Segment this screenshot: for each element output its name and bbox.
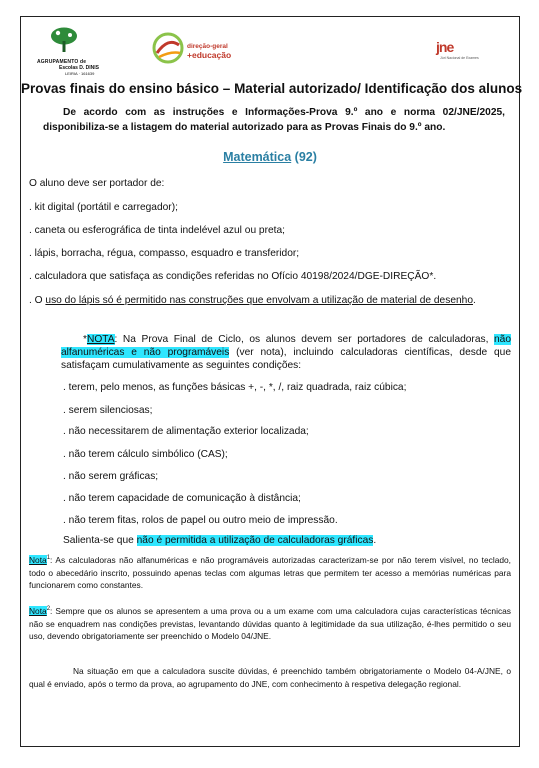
dge-logo-line2: +educação xyxy=(187,50,232,60)
condition-item: . terem, pelo menos, as funções básicas +, -, *, /, raiz quadrada, raiz cúbica; xyxy=(63,382,407,393)
pencil-note-underlined: uso do lápis só é permitido nas construções que envolvam a utilização de material de desenho xyxy=(45,295,473,306)
closing-paragraph: Na situação em que a calculadora suscite dúvidas, é preenchido também obrigatoriamente o Modelo 04-A/JNE, o qual é enviado, após o termo da prova, ao agrupamento do JNE, com conhecimento à respetiva delegação regional. xyxy=(29,666,511,689)
condition-item: . não terem capacidade de comunicação à distância; xyxy=(63,493,301,504)
school-logo-line2: Escolas D. DINIS xyxy=(59,65,100,71)
footnote-1 xyxy=(29,554,511,592)
jne-logo-mark: jne xyxy=(436,39,454,55)
dge-logo-line1: direção-geral xyxy=(187,43,228,50)
footnote-2-label: Nota xyxy=(29,606,47,616)
page-title: Provas finais do ensino básico – Material autorizado/ Identificação dos alunos xyxy=(21,81,523,96)
list-item: . kit digital (portátil e carregador); xyxy=(29,202,178,213)
subject-heading xyxy=(21,150,519,164)
lead-text: O aluno deve ser portador de: xyxy=(29,178,165,189)
graphic-note-suffix: . xyxy=(373,535,377,546)
tree-icon xyxy=(49,27,79,53)
condition-item: . não serem gráficas; xyxy=(63,471,159,482)
calc-note-label: NOTA xyxy=(86,334,115,345)
jne-logo-sub: Júri Nacional de Exames xyxy=(440,56,479,60)
footnote-1-label: Nota xyxy=(29,555,47,565)
school-logo-line1: AGRUPAMENTO de xyxy=(37,59,87,65)
graphic-note-prefix: Salienta-se que xyxy=(63,535,137,546)
pencil-note-prefix: . O xyxy=(29,295,46,306)
dge-swirl-icon xyxy=(151,31,185,65)
list-item: . caneta ou esferográfica de tinta indelével azul ou preta; xyxy=(29,225,285,236)
document-page xyxy=(20,16,523,747)
list-item: . calculadora que satisfaça as condições referidas no Ofício 40198/2024/DGE-DIREÇÃO*. xyxy=(29,271,437,282)
calc-note-highlight: não alfanuméricas e não programáveis xyxy=(61,334,511,358)
subject-name: Matemática xyxy=(223,150,292,164)
calc-note-text2: (ver nota), incluindo calculadoras científicas, desde que satisfaçam cumulativamente as seguintes condições: xyxy=(61,347,511,371)
jne-logo xyxy=(436,39,479,69)
condition-item: . não terem fitas, rolos de papel ou outro meio de impressão. xyxy=(63,515,338,526)
footnote-1-text: : As calculadoras não alfanuméricas e não programáveis autorizadas caracterizam-se por não terem visível, no teclado, todo o abecedário inscrito, possuindo apenas teclas com algumas letras que permitem ter acesso a memórias numéricas para funcionarem como constantes. xyxy=(29,555,511,590)
school-logo xyxy=(37,27,117,87)
condition-item: . não terem cálculo simbólico (CAS); xyxy=(63,449,228,460)
header xyxy=(21,17,519,87)
school-logo-line3: LEIRIA · 161639 xyxy=(65,71,95,76)
graphic-calc-note xyxy=(63,534,376,547)
footnote-2 xyxy=(29,605,511,643)
list-item: . lápis, borracha, régua, compasso, esquadro e transferidor; xyxy=(29,248,300,259)
calc-note xyxy=(61,333,511,372)
condition-item: . não necessitarem de alimentação exterior localizada; xyxy=(63,426,309,437)
pencil-note-suffix: . xyxy=(472,295,476,306)
footnote-1-marker: 1 xyxy=(46,555,51,562)
subject-code: (92) xyxy=(294,150,317,164)
footnote-2-text: : Sempre que os alunos se apresentem a uma prova ou a um exame com uma calculadora cujas características técnicas não se enquadrem nas condições previstas, levantando dúvidas quanto à legitimidade da sua utilização, é-lhes permitido o seu uso, devendo obrigatoriamente ser preenchido o Modelo 04/JNE. xyxy=(29,606,511,641)
pencil-note xyxy=(29,294,511,307)
condition-item: . serem silenciosas; xyxy=(63,405,153,416)
calc-note-star: * xyxy=(83,334,87,345)
footnote-2-marker: 2 xyxy=(46,606,51,613)
graphic-note-highlight: não é permitida a utilização de calculadoras gráficas xyxy=(136,535,374,546)
dge-logo xyxy=(151,31,231,71)
intro-paragraph: De acordo com as instruções e Informações-Prova 9.º ano e norma 02/JNE/2025, disponibiliza-se a listagem do material autorizado para as Provas Finais do 9.º ano. xyxy=(43,107,505,133)
calc-note-text1: : Na Prova Final de Ciclo, os alunos devem ser portadores de calculadoras, xyxy=(114,334,494,345)
